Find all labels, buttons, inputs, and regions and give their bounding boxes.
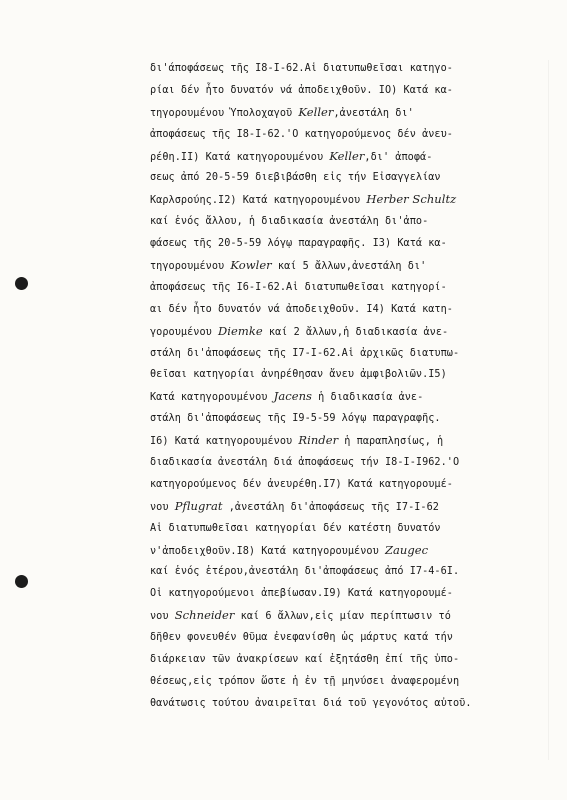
typed-text: ἀποφάσεως τῆς Ι8-Ι-62.'Ο κατηγορούμενος δέν ἀνευ-	[150, 128, 453, 140]
text-line	[150, 167, 520, 189]
typed-text: ,ἀνεστάλη δι'	[333, 107, 414, 119]
typed-text: Αἱ διατυπωθεῖσαι κατηγορίαι δέν κατέστη δυνατόν	[150, 522, 441, 534]
text-line	[150, 518, 520, 540]
typed-text: δι'άποφάσεως τῆς Ι8-Ι-62.Αἱ διατυπωθεῖσαι κατηγο-	[150, 63, 453, 74]
handwritten-name: Rinder	[298, 433, 339, 448]
handwritten-name: Kowler	[230, 258, 272, 273]
typed-text: Ι6) Κατά κατηγορουμένου	[150, 436, 299, 448]
handwritten-name: Zaugec	[384, 542, 429, 557]
text-line	[150, 233, 520, 255]
text-line	[150, 474, 520, 496]
handwritten-name: Keller	[329, 148, 365, 163]
text-line	[150, 430, 520, 452]
handwritten-name: Diemke	[218, 323, 263, 338]
text-line	[150, 211, 520, 233]
typed-text: Οἱ κατηγορούμενοι ἀπεβίωσαν.Ι9) Κατά κατηγορουμέ-	[150, 588, 453, 600]
typed-text: καί 2 ἄλλων,ἡ διαδικασία ἀνε-	[262, 326, 449, 338]
typed-text: ἡ διαδικασία ἀνε-	[312, 392, 424, 404]
punch-hole	[15, 277, 28, 290]
typed-text: ,δι' ἀποφά-	[364, 151, 433, 163]
typed-text: καί ἑνός ἄλλου, ἡ διαδικασία ἀνεστάλη δι'ἀπο-	[150, 216, 429, 228]
text-line	[150, 452, 520, 474]
text-line	[150, 58, 520, 80]
typed-text: τηγορουμένου	[150, 261, 231, 273]
typed-text: κατηγορούμενος δέν ἀνευρέθη.Ι7) Κατά κατηγορουμέ-	[150, 478, 453, 490]
text-line	[150, 671, 520, 693]
text-line	[150, 321, 520, 343]
text-line	[150, 255, 520, 277]
typed-text: δῆθεν φονευθέν θῦμα ἐνεφανίσθη ὡς μάρτυς κατά τήν	[150, 632, 453, 644]
text-line	[150, 408, 520, 430]
typed-text: στάλη δι'ἀποφάσεως τῆς Ι9-5-59 λόγῳ παραγραφῆς.	[150, 413, 441, 425]
text-line	[150, 146, 520, 168]
handwritten-name: Jacens	[273, 389, 312, 404]
text-line	[150, 189, 520, 211]
typed-text: νου	[150, 611, 175, 623]
text-line	[150, 386, 520, 408]
text-line	[150, 102, 520, 124]
typed-text: Κατά κατηγορουμένου	[150, 392, 274, 404]
handwritten-name: Pflugrat	[174, 498, 223, 513]
typed-text: διαδικασία ἀνεστάλη διά ἀποφάσεως τήν Ι8-Ι-Ι962.'Ο	[150, 457, 460, 469]
typed-text: ἀποφάσεως τῆς Ι6-Ι-62.Αἱ διατυπωθεῖσαι κατηγορί-	[150, 281, 447, 293]
handwritten-name: Schneider	[174, 608, 235, 623]
text-line	[150, 627, 520, 649]
typed-text: φάσεως τῆς 20-5-59 λόγῳ παραγραφῆς. Ι3) Κατά κα-	[150, 238, 447, 250]
handwritten-name: Keller	[298, 104, 334, 119]
typed-text: καί ἑνός ἑτέρου,ἀνεστάλη δι'ἀποφάσεως ἀπό Ι7-4-6Ι.	[150, 566, 460, 578]
typed-text: σεως ἀπό 20-5-59 διεβιβάσθη εἰς τήν Εἰσαγγελίαν	[150, 172, 441, 184]
typed-text: ν'ἀποδειχθοῦν.Ι8) Κατά κατηγορουμένου	[150, 545, 385, 557]
text-line	[150, 561, 520, 583]
typed-text: ρίαι δέν ἦτο δυνατόν νά ἀποδειχθοῦν. ΙΟ) Κατά κα-	[150, 84, 453, 96]
handwritten-name: Herber Schultz	[366, 192, 457, 207]
text-line	[150, 693, 520, 715]
text-line	[150, 343, 520, 365]
typed-text: καί 5 ἄλλων,ἀνεστάλη δι'	[271, 261, 427, 273]
typed-text: στάλη δι'ἀποφάσεως τῆς Ι7-Ι-62.Αἱ ἀρχικῶς διατυπω-	[150, 347, 460, 359]
typed-text: γορουμένου	[150, 326, 219, 338]
text-line	[150, 124, 520, 146]
typed-text: διάρκειαν τῶν ἀνακρίσεων καί ἐξητάσθη ἐπί τῆς ὑπο-	[150, 654, 460, 666]
typed-text: ἡ παραπλησίως, ἡ	[338, 436, 444, 448]
typed-text: θεῖσαι κατηγορίαι ἀνηρέθησαν ἄνευ ἀμφιβολιῶν.Ι5)	[150, 369, 447, 381]
text-line	[150, 299, 520, 321]
text-line	[150, 605, 520, 627]
text-line	[150, 540, 520, 562]
text-line	[150, 364, 520, 386]
typed-text: ρέθη.ΙΙ) Κατά κατηγορουμένου	[150, 151, 330, 163]
typed-text: θανάτωσις τούτου ἀναιρεῖται διά τοῦ γεγονότος αὐτοῦ.	[150, 697, 472, 709]
typed-text: αι δέν ἦτο δυνατόν νά ἀποδειχθοῦν. Ι4) Κατά κατη-	[150, 303, 453, 315]
text-line	[150, 496, 520, 518]
text-line	[150, 649, 520, 671]
typed-text: Καρλσρούης.Ι2) Κατά κατηγορουμένου	[150, 195, 367, 207]
typed-text: τηγορουμένου Ὑπολοχαγοῦ	[150, 107, 299, 119]
text-line	[150, 80, 520, 102]
text-line	[150, 277, 520, 299]
punch-hole	[15, 575, 28, 588]
typed-text: θέσεως,εἰς τρόπον ὥστε ἡ ἐν τῇ μηνύσει ἀναφερομένη	[150, 675, 460, 687]
typed-text: ,ἀνεστάλη δι'ἀποφάσεως τῆς Ι7-Ι-62	[222, 501, 439, 513]
document-body	[150, 58, 520, 715]
page-edge	[548, 60, 549, 760]
typed-text: καί 6 ἄλλων,εἰς μίαν περίπτωσιν τό	[234, 611, 451, 623]
typed-text: νου	[150, 501, 175, 513]
text-line	[150, 583, 520, 605]
